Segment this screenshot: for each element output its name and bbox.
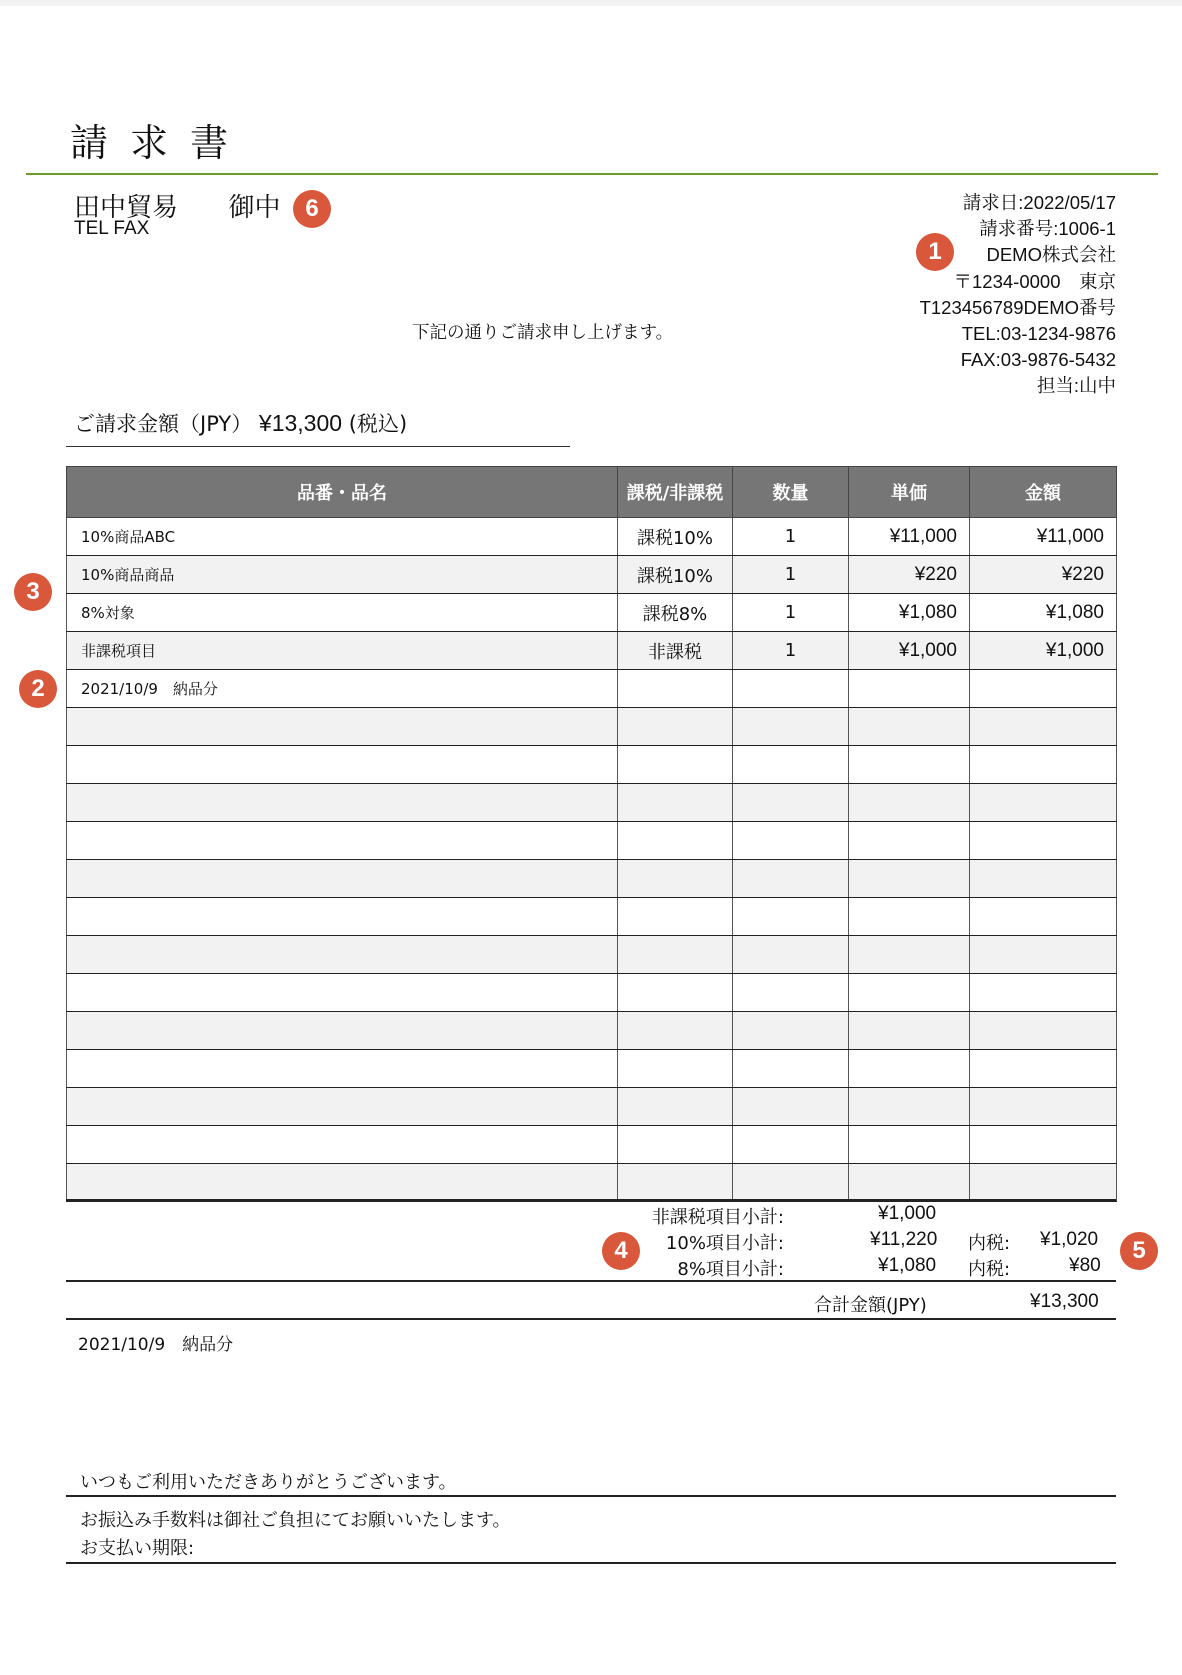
amount-cell: ¥1,000 — [970, 632, 1117, 670]
unit-price-cell — [849, 860, 970, 898]
amount-cell — [970, 898, 1117, 936]
amount-value: ¥13,300 — [258, 410, 343, 436]
tax-type-cell — [618, 670, 733, 708]
header-item-name: 品番・品名 — [67, 467, 618, 518]
invoice-date: 請求日:2022/05/17 — [962, 192, 1116, 213]
issuer-company: DEMO株式会社 — [986, 244, 1116, 266]
issuer-address: 〒1234-0000 東京 — [953, 270, 1116, 292]
tax-type-cell: 課税10% — [618, 556, 733, 594]
unit-price-cell: ¥1,080 — [849, 594, 970, 632]
quantity-cell — [733, 670, 849, 708]
unit-price-cell — [849, 746, 970, 784]
tax-type-cell — [618, 784, 733, 822]
client-telfax: TEL FAX — [74, 218, 150, 239]
item-name-cell — [67, 1164, 618, 1202]
table-row — [67, 1126, 1117, 1164]
tax-type-cell — [618, 1012, 733, 1050]
table-row — [67, 936, 1117, 974]
summary-rule-top — [66, 1199, 1116, 1201]
item-name-cell — [67, 1050, 618, 1088]
thanks-text: いつもご利用いただきありがとうございます。 — [80, 1472, 457, 1493]
billing-amount — [74, 408, 407, 438]
unit-price-cell — [849, 822, 970, 860]
item-name-cell — [67, 1088, 618, 1126]
summary-rule-mid — [66, 1280, 1116, 1282]
table-row — [67, 1012, 1117, 1050]
item-name-cell: 2021/10/9 納品分 — [67, 670, 618, 708]
table-row — [67, 974, 1117, 1012]
item-name-cell — [67, 1012, 618, 1050]
quantity-cell: 1 — [733, 594, 849, 632]
item-name-cell: 10%商品ABC — [67, 518, 618, 556]
badge-2: 2 — [19, 670, 57, 708]
quantity-cell: 1 — [733, 518, 849, 556]
client-name: 田中貿易 — [74, 193, 179, 223]
unit-price-cell: ¥1,000 — [849, 632, 970, 670]
invoice-number: 請求番号:1006-1 — [979, 218, 1116, 240]
badge-5: 5 — [1120, 1232, 1158, 1270]
quantity-cell: 1 — [733, 556, 849, 594]
eight-tax-value: ¥80 — [1069, 1255, 1101, 1276]
header-tax-type: 課税/非課税 — [618, 467, 733, 518]
unit-price-cell — [849, 1088, 970, 1126]
badge-4: 4 — [602, 1232, 640, 1270]
tax-type-cell: 課税8% — [618, 594, 733, 632]
amount-cell: ¥1,080 — [970, 594, 1117, 632]
tax-type-cell — [618, 1164, 733, 1202]
table-row — [67, 1164, 1117, 1202]
amount-cell — [970, 860, 1117, 898]
amount-cell: ¥220 — [970, 556, 1117, 594]
quantity-cell — [733, 1126, 849, 1164]
table-row — [67, 556, 1117, 594]
table-row — [67, 1050, 1117, 1088]
issuer-block — [920, 190, 1116, 400]
tax-type-cell — [618, 974, 733, 1012]
badge-6: 6 — [293, 190, 331, 228]
item-name-cell: 10%商品商品 — [67, 556, 618, 594]
amount-cell — [970, 1164, 1117, 1202]
unit-price-cell: ¥11,000 — [849, 518, 970, 556]
table-row — [67, 518, 1117, 556]
title-rule — [26, 173, 1158, 175]
unit-price-cell — [849, 670, 970, 708]
amount-cell — [970, 1088, 1117, 1126]
item-name-cell — [67, 784, 618, 822]
table-row — [67, 594, 1117, 632]
header-quantity: 数量 — [733, 467, 849, 518]
header-amount: 金額 — [970, 467, 1117, 518]
item-name-cell — [67, 822, 618, 860]
unit-price-cell — [849, 936, 970, 974]
quantity-cell — [733, 898, 849, 936]
unit-price-cell — [849, 784, 970, 822]
table-row — [67, 746, 1117, 784]
table-row — [67, 822, 1117, 860]
item-name-cell: 非課税項目 — [67, 632, 618, 670]
tax-type-cell — [618, 1126, 733, 1164]
tax-type-cell — [618, 822, 733, 860]
quantity-cell — [733, 746, 849, 784]
eight-subtotal-value: ¥1,080 — [878, 1255, 937, 1276]
table-row — [67, 708, 1117, 746]
tax-type-cell — [618, 746, 733, 784]
tax-type-cell — [618, 708, 733, 746]
items-table — [66, 466, 1117, 1202]
item-name-cell — [67, 898, 618, 936]
unit-price-cell: ¥220 — [849, 556, 970, 594]
tax-type-cell: 非課税 — [618, 632, 733, 670]
amount-cell — [970, 1050, 1117, 1088]
ten-subtotal-value: ¥11,220 — [870, 1229, 938, 1250]
item-name-cell — [67, 1126, 618, 1164]
item-name-cell — [67, 746, 618, 784]
top-band — [0, 0, 1182, 6]
badge-1: 1 — [916, 233, 954, 271]
client-suffix: 御中 — [228, 193, 281, 223]
amount-cell — [970, 936, 1117, 974]
unit-price-cell — [849, 1164, 970, 1202]
quantity-cell: 1 — [733, 632, 849, 670]
footer-rule-1 — [66, 1495, 1116, 1497]
eight-subtotal-label: 8%項目小計: — [677, 1259, 784, 1280]
tax-type-cell — [618, 936, 733, 974]
item-name-cell — [67, 974, 618, 1012]
document-title: 請求書 — [70, 121, 251, 165]
issuer-registration: T123456789DEMO番号 — [919, 296, 1116, 318]
total-label: 合計金額(JPY) — [814, 1295, 927, 1316]
ten-subtotal-label: 10%項目小計: — [665, 1233, 784, 1254]
item-name-cell — [67, 708, 618, 746]
quantity-cell — [733, 860, 849, 898]
table-row — [67, 898, 1117, 936]
item-name-cell — [67, 860, 618, 898]
badge-3: 3 — [14, 573, 52, 611]
amount-cell: ¥11,000 — [970, 518, 1117, 556]
ten-tax-label: 内税: — [968, 1233, 1011, 1254]
unit-price-cell — [849, 708, 970, 746]
amount-tax-note: (税込) — [348, 412, 408, 436]
nontax-subtotal-label: 非課税項目小計: — [651, 1207, 784, 1228]
amount-label: ご請求金額（JPY） — [74, 412, 253, 436]
table-row — [67, 1088, 1117, 1126]
unit-price-cell — [849, 898, 970, 936]
item-name-cell — [67, 936, 618, 974]
quantity-cell — [733, 936, 849, 974]
table-row — [67, 784, 1117, 822]
due-date-label: お支払い期限: — [80, 1538, 195, 1559]
amount-cell — [970, 670, 1117, 708]
summary-rule-bottom — [66, 1318, 1116, 1320]
delivery-note: 2021/10/9 納品分 — [78, 1335, 234, 1355]
amount-cell — [970, 1012, 1117, 1050]
quantity-cell — [733, 1012, 849, 1050]
unit-price-cell — [849, 974, 970, 1012]
table-row — [67, 670, 1117, 708]
quantity-cell — [733, 822, 849, 860]
issuer-person: 担当:山中 — [1036, 375, 1116, 397]
eight-tax-label: 内税: — [968, 1259, 1011, 1280]
amount-cell — [970, 784, 1117, 822]
quantity-cell — [733, 708, 849, 746]
unit-price-cell — [849, 1126, 970, 1164]
footer-rule-2 — [66, 1562, 1116, 1564]
table-row — [67, 632, 1117, 670]
intro-text: 下記の通りご請求申し上げます。 — [412, 323, 674, 343]
total-value: ¥13,300 — [1030, 1291, 1099, 1312]
amount-cell — [970, 746, 1117, 784]
header-unit-price: 単価 — [849, 467, 970, 518]
tax-type-cell: 課税10% — [618, 518, 733, 556]
issuer-tel: TEL:03-1234-9876 — [961, 323, 1116, 345]
issuer-fax: FAX:03-9876-5432 — [960, 349, 1116, 371]
quantity-cell — [733, 974, 849, 1012]
amount-cell — [970, 708, 1117, 746]
amount-cell — [970, 974, 1117, 1012]
amount-cell — [970, 1126, 1117, 1164]
item-name-cell: 8%対象 — [67, 594, 618, 632]
tax-type-cell — [618, 860, 733, 898]
unit-price-cell — [849, 1012, 970, 1050]
quantity-cell — [733, 1164, 849, 1202]
tax-type-cell — [618, 898, 733, 936]
unit-price-cell — [849, 1050, 970, 1088]
transfer-fee-text: お振込み手数料は御社ご負担にてお願いいたします。 — [80, 1510, 511, 1531]
amount-cell — [970, 822, 1117, 860]
quantity-cell — [733, 1050, 849, 1088]
table-row — [67, 860, 1117, 898]
quantity-cell — [733, 1088, 849, 1126]
ten-tax-value: ¥1,020 — [1040, 1229, 1099, 1250]
tax-type-cell — [618, 1088, 733, 1126]
nontax-subtotal-value: ¥1,000 — [878, 1203, 937, 1224]
quantity-cell — [733, 784, 849, 822]
tax-type-cell — [618, 1050, 733, 1088]
amount-rule — [66, 446, 570, 447]
